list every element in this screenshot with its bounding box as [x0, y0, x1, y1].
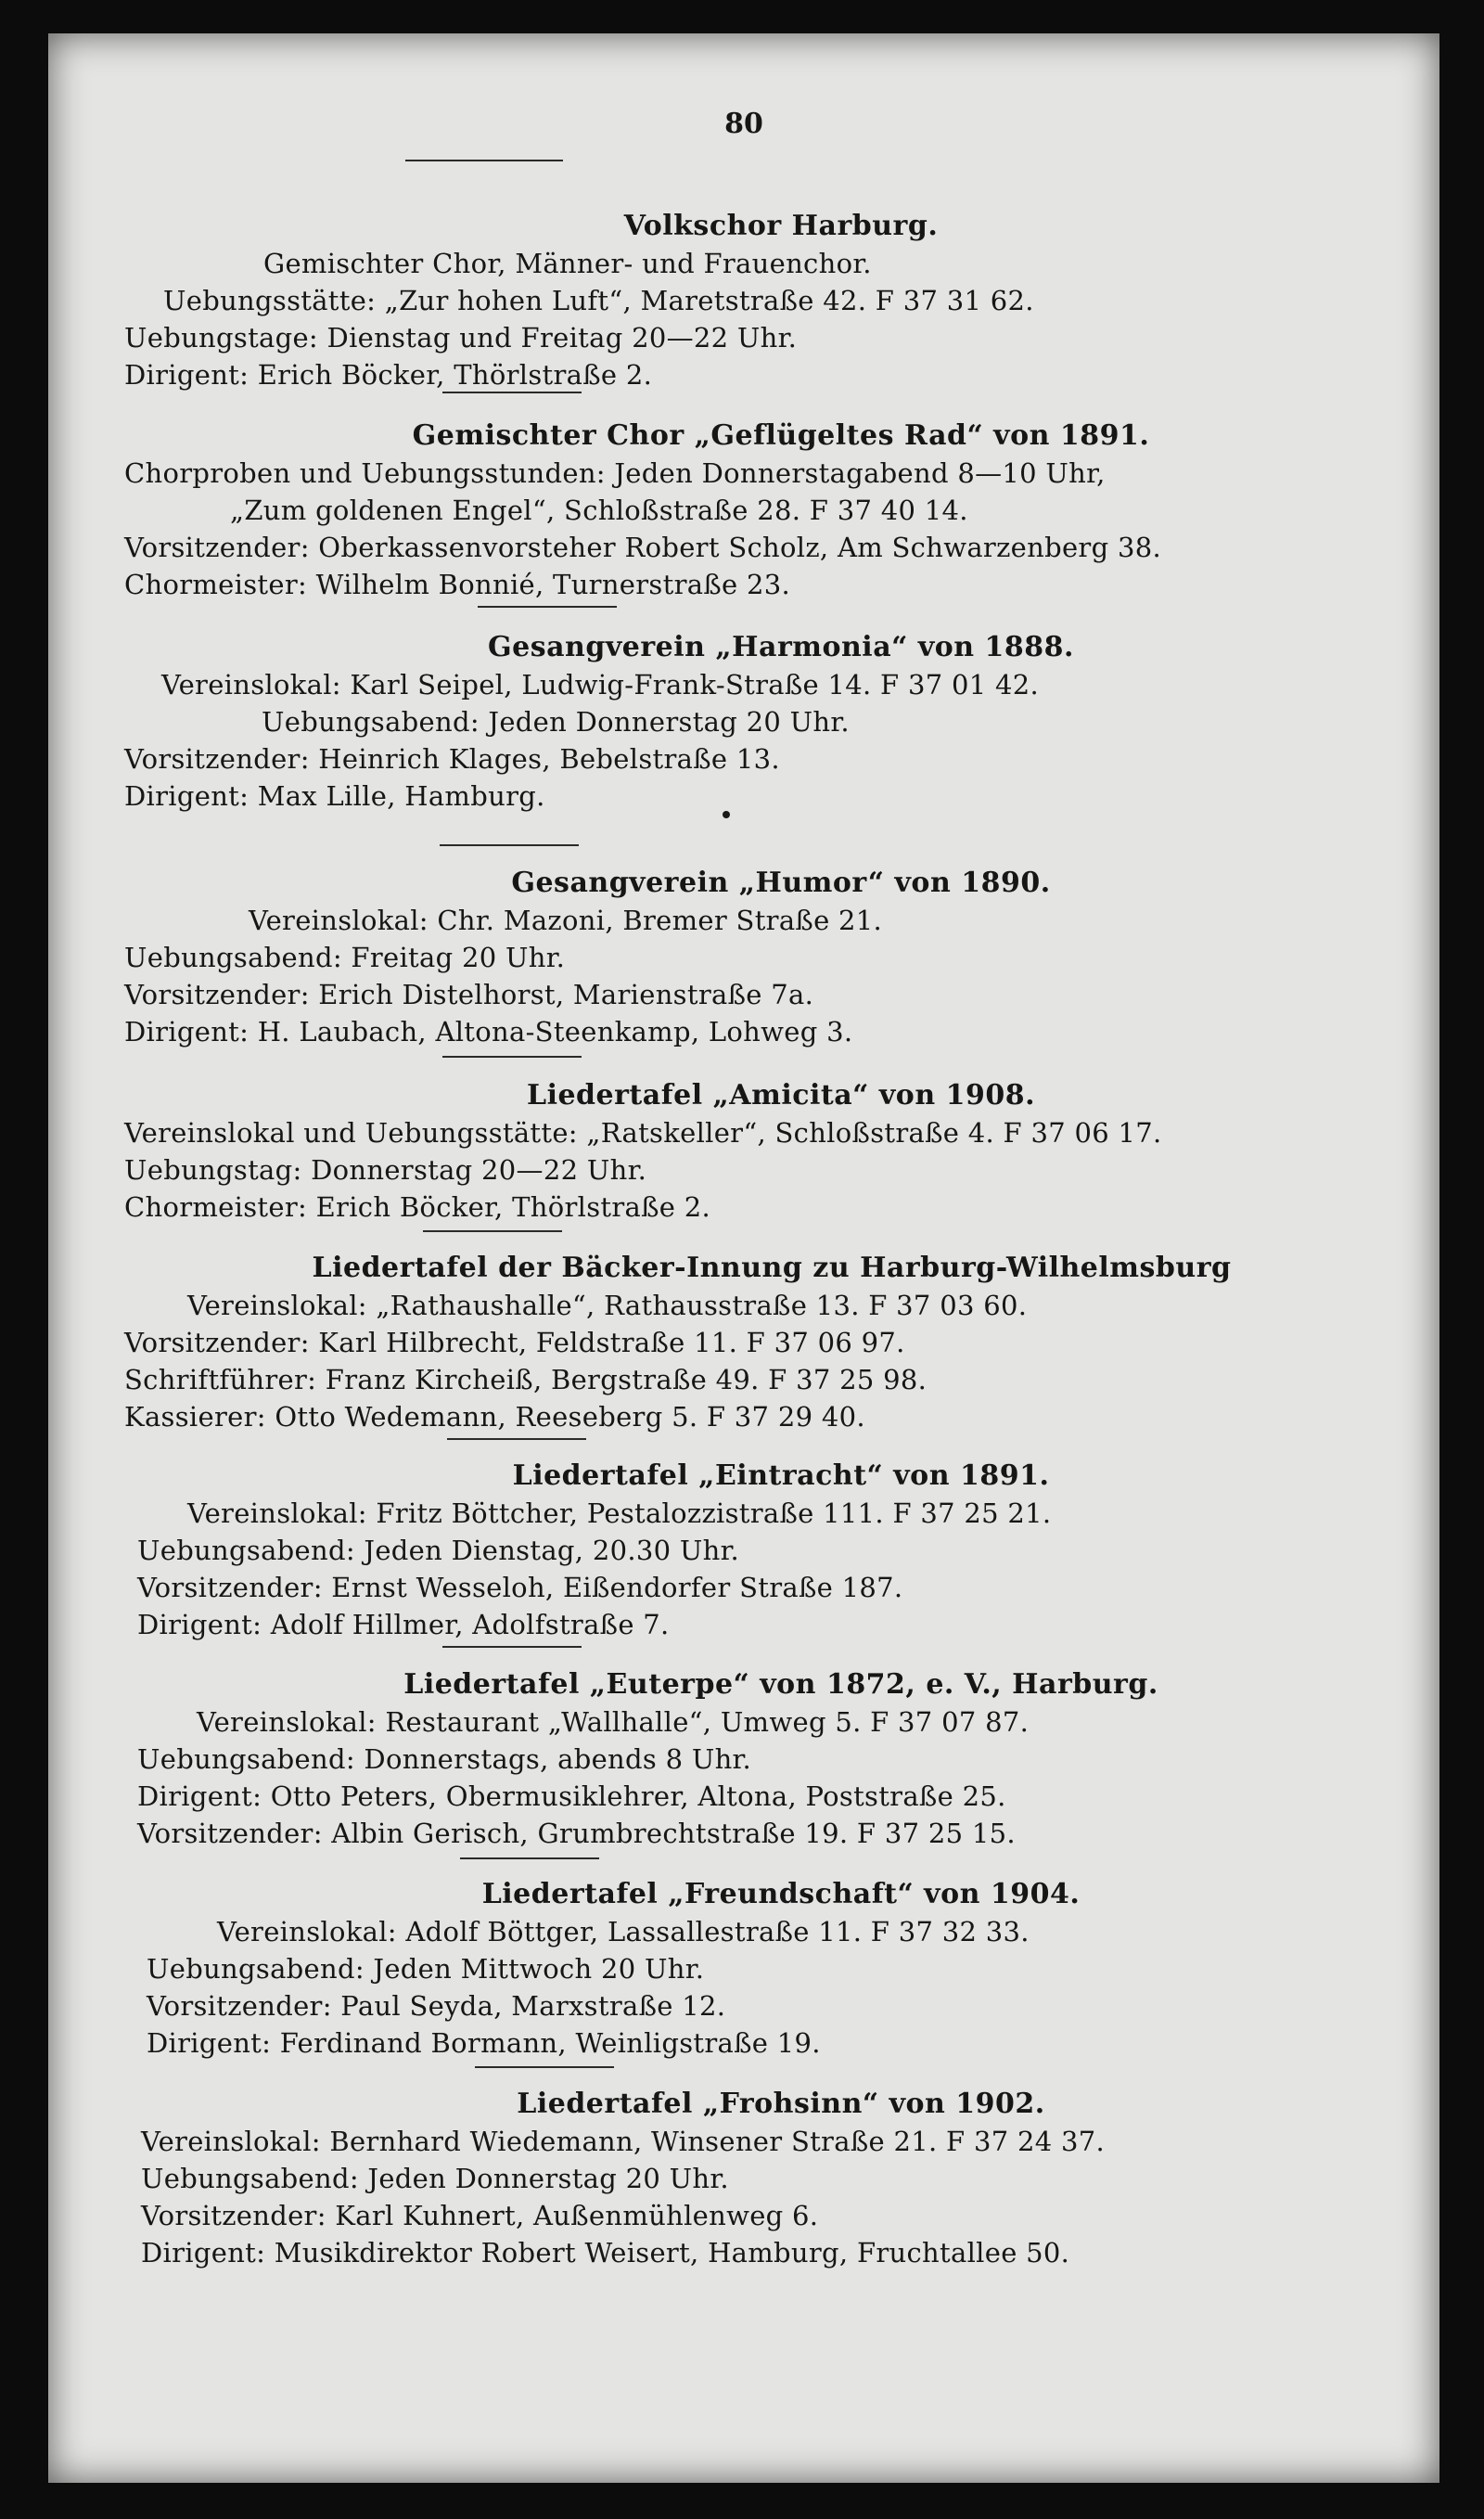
club-line: Uebungsabend: Jeden Donnerstag 20 Uhr. — [141, 2163, 729, 2194]
club-entry — [48, 1666, 1439, 1852]
club-line: Vorsitzender: Heinrich Klages, Bebelstraße 13. — [124, 743, 780, 775]
club-line: Uebungsabend: Jeden Mittwoch 20 Uhr. — [147, 1953, 705, 1985]
section-divider — [423, 1230, 562, 1232]
club-title: Gemischter Chor „Geflügeltes Rad“ von 1891. — [412, 419, 1150, 452]
club-line: Uebungsabend: Freitag 20 Uhr. — [124, 942, 566, 973]
club-line: Uebungsabend: Jeden Dienstag, 20.30 Uhr. — [137, 1535, 740, 1566]
club-line: Vereinslokal und Uebungsstätte: „Ratskeller“, Schloßstraße 4. F 37 06 17. — [124, 1117, 1162, 1149]
section-divider — [460, 1857, 599, 1859]
club-line: Dirigent: Erich Böcker, Thörlstraße 2. — [124, 359, 653, 391]
club-entry — [48, 865, 1439, 1050]
club-line: Schriftführer: Franz Kircheiß, Bergstraße 49. F 37 25 98. — [124, 1364, 928, 1395]
club-line: Uebungsabend: Donnerstags, abends 8 Uhr. — [137, 1743, 752, 1775]
club-line: Vereinslokal: Restaurant „Wallhalle“, Umweg 5. F 37 07 87. — [197, 1706, 1030, 1738]
club-entry — [48, 1876, 1439, 2062]
section-divider — [475, 2066, 614, 2068]
club-line: Chorproben und Uebungsstunden: Jeden Donnerstagabend 8—10 Uhr, — [124, 457, 1106, 489]
section-divider — [447, 1438, 586, 1440]
club-line: Vorsitzender: Albin Gerisch, Grumbrechtstraße 19. F 37 25 15. — [137, 1818, 1016, 1849]
club-entry — [48, 2086, 1439, 2271]
club-title: Liedertafel „Freundschaft“ von 1904. — [481, 1878, 1081, 1910]
club-line: Uebungstag: Donnerstag 20—22 Uhr. — [124, 1154, 647, 1186]
club-title: Gesangverein „Humor“ von 1890. — [511, 867, 1051, 899]
section-divider — [478, 606, 617, 608]
club-title: Liedertafel „Frohsinn“ von 1902. — [517, 2088, 1045, 2120]
club-line: Dirigent: Max Lille, Hamburg. — [124, 780, 545, 812]
club-line: Vereinslokal: Karl Seipel, Ludwig-Frank-Straße 14. F 37 01 42. — [161, 669, 1040, 700]
club-line: Chormeister: Wilhelm Bonnié, Turnerstraße 23. — [124, 569, 790, 600]
section-divider — [442, 1056, 582, 1058]
club-line: „Zum goldenen Engel“, Schloßstraße 28. F 37 40 14. — [230, 495, 968, 526]
club-line: Dirigent: Ferdinand Bormann, Weinligstraße 19. — [147, 2027, 821, 2059]
club-line: Dirigent: H. Laubach, Altona-Steenkamp, Lohweg 3. — [124, 1016, 853, 1047]
club-title: Gesangverein „Harmonia“ von 1888. — [488, 631, 1074, 663]
club-line: Vereinslokal: „Rathaushalle“, Rathausstraße 13. F 37 03 60. — [187, 1290, 1028, 1321]
club-line: Uebungstage: Dienstag und Freitag 20—22 Uhr. — [124, 322, 798, 353]
club-line: Dirigent: Musikdirektor Robert Weisert, Hamburg, Fruchtallee 50. — [141, 2237, 1070, 2268]
club-line: Vorsitzender: Paul Seyda, Marxstraße 12. — [147, 1990, 726, 2022]
club-line: Vereinslokal: Bernhard Wiedemann, Winsener Straße 21. F 37 24 37. — [141, 2126, 1106, 2157]
club-title: Liedertafel „Euterpe“ von 1872, e. V., Harburg. — [403, 1668, 1158, 1701]
club-line: Chormeister: Erich Böcker, Thörlstraße 2. — [124, 1191, 711, 1223]
club-line: Vorsitzender: Erich Distelhorst, Marienstraße 7a. — [124, 979, 814, 1010]
club-line: Vereinslokal: Adolf Böttger, Lassallestraße 11. F 37 32 33. — [217, 1916, 1030, 1947]
club-title: Liedertafel der Bäcker-Innung zu Harburg-Wilhelmsburg — [312, 1252, 1232, 1284]
club-entry — [48, 629, 1439, 815]
club-line: Dirigent: Adolf Hillmer, Adolfstraße 7. — [137, 1609, 670, 1640]
club-entry — [48, 1077, 1439, 1226]
club-line: Vorsitzender: Karl Hilbrecht, Feldstraße 11. F 37 06 97. — [124, 1327, 905, 1358]
club-entry — [48, 1458, 1439, 1643]
page-number: 80 — [724, 108, 763, 140]
club-line: Vorsitzender: Oberkassenvorsteher Robert Scholz, Am Schwarzenberg 38. — [124, 532, 1161, 563]
header-rule — [405, 160, 563, 161]
club-title: Liedertafel „Eintracht“ von 1891. — [512, 1459, 1050, 1492]
section-divider — [442, 1646, 582, 1648]
club-line: Vereinslokal: Chr. Mazoni, Bremer Straße 21. — [249, 905, 883, 936]
club-line: Uebungsabend: Jeden Donnerstag 20 Uhr. — [262, 706, 850, 738]
club-line: Gemischter Chor, Männer- und Frauenchor. — [263, 248, 872, 279]
section-divider — [440, 844, 579, 846]
directory-page — [48, 33, 1439, 2483]
club-line: Kassierer: Otto Wedemann, Reeseberg 5. F 37 29 40. — [124, 1401, 865, 1433]
club-title: Volkschor Harburg. — [623, 210, 939, 242]
section-divider — [442, 392, 582, 393]
club-line: Uebungsstätte: „Zur hohen Luft“, Maretstraße 42. F 37 31 62. — [163, 285, 1034, 316]
club-line: Vereinslokal: Fritz Böttcher, Pestalozzistraße 111. F 37 25 21. — [187, 1497, 1052, 1529]
club-line: Dirigent: Otto Peters, Obermusiklehrer, Altona, Poststraße 25. — [137, 1780, 1006, 1812]
club-title: Liedertafel „Amicita“ von 1908. — [526, 1079, 1036, 1112]
club-line: Vorsitzender: Ernst Wesseloh, Eißendorfer Straße 187. — [137, 1572, 903, 1603]
club-entry — [48, 208, 1439, 393]
club-line: Vorsitzender: Karl Kuhnert, Außenmühlenweg 6. — [141, 2200, 819, 2231]
print-speck — [723, 811, 730, 818]
club-entry — [48, 1250, 1439, 1435]
club-entry — [48, 418, 1439, 603]
